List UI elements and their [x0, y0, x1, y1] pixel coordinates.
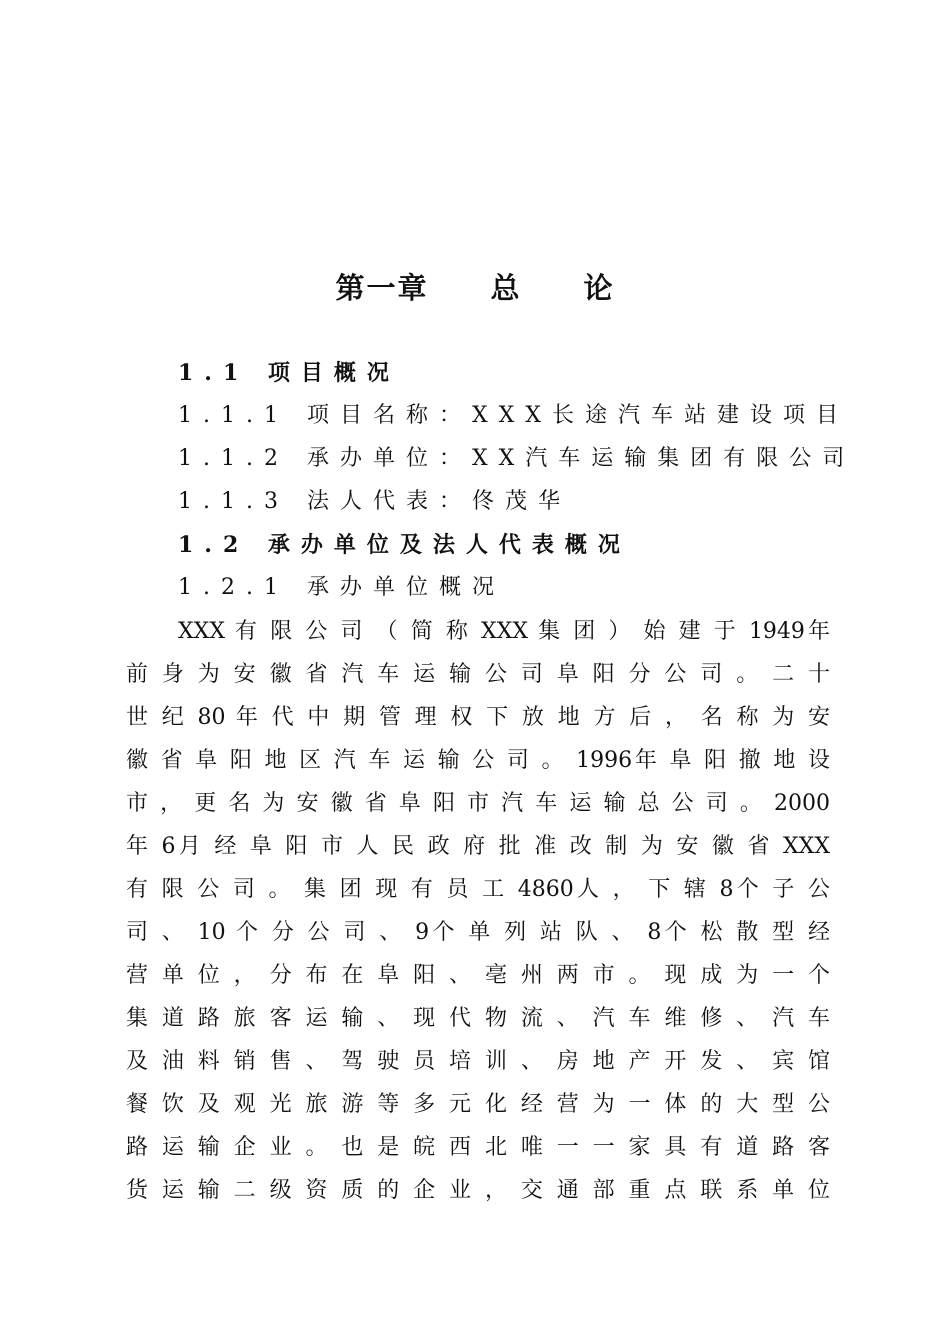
section-heading-1-1: 1.1 项目概况	[178, 360, 400, 386]
item-legal-representative: 1.1.3 法人代表：佟茂华	[178, 489, 571, 514]
item-project-name: 1.1.1 项目名称：XXX长途汽车站建设项目	[178, 403, 849, 428]
paragraph-line: 路 运 输 企 业 。 也 是 皖 西 北 唯 一 一 家 具 有 道 路 客	[126, 1135, 830, 1160]
section-heading-1-2: 1.2 承办单位及法人代表概况	[178, 532, 631, 558]
paragraph-line: 市 ， 更 名 为 安 徽 省 阜 阳 市 汽 车 运 输 总 公 司 。 2000	[126, 791, 830, 816]
subsection-heading-1-2-1: 1.2.1 承办单位概况	[178, 575, 505, 600]
paragraph-line: XXX 有 限 公 司 （ 简 称 XXX 集 团 ） 始 建 于 1949年	[178, 619, 830, 644]
chapter-title: 第一章 总 论	[335, 271, 615, 305]
paragraph-line: 司 、 10 个 分 公 司 、 9个 单 列 站 队 、 8个 松 散 型 经	[126, 920, 830, 945]
paragraph-line: 集 道 路 旅 客 运 输 、 现 代 物 流 、 汽 车 维 修 、 汽 车	[126, 1006, 830, 1031]
item-organizer: 1.1.2 承办单位：XX汽车运输集团有限公司	[178, 446, 856, 471]
paragraph-line: 世 纪 80 年 代 中 期 管 理 权 下 放 地 方 后 ， 名 称 为 安	[126, 705, 830, 730]
paragraph-line: 及 油 料 销 售 、 驾 驶 员 培 训 、 房 地 产 开 发 、 宾 馆	[126, 1049, 830, 1074]
paragraph-line: 年 6月 经 阜 阳 市 人 民 政 府 批 准 改 制 为 安 徽 省 XXX	[126, 834, 830, 859]
paragraph-line: 货 运 输 二 级 资 质 的 企 业 ， 交 通 部 重 点 联 系 单 位	[126, 1178, 830, 1203]
paragraph-line: 有 限 公 司 。 集 团 现 有 员 工 4860人 ， 下 辖 8个 子 公	[126, 877, 830, 902]
paragraph-line: 营 单 位 ， 分 布 在 阜 阳 、 亳 州 两 市 。 现 成 为 一 个	[126, 963, 830, 988]
paragraph-line: 餐 饮 及 观 光 旅 游 等 多 元 化 经 营 为 一 体 的 大 型 公	[126, 1092, 830, 1117]
paragraph-line: 前 身 为 安 徽 省 汽 车 运 输 公 司 阜 阳 分 公 司 。 二 十	[126, 662, 830, 687]
paragraph-line: 徽 省 阜 阳 地 区 汽 车 运 输 公 司 。 1996年 阜 阳 撤 地 设	[126, 748, 830, 773]
